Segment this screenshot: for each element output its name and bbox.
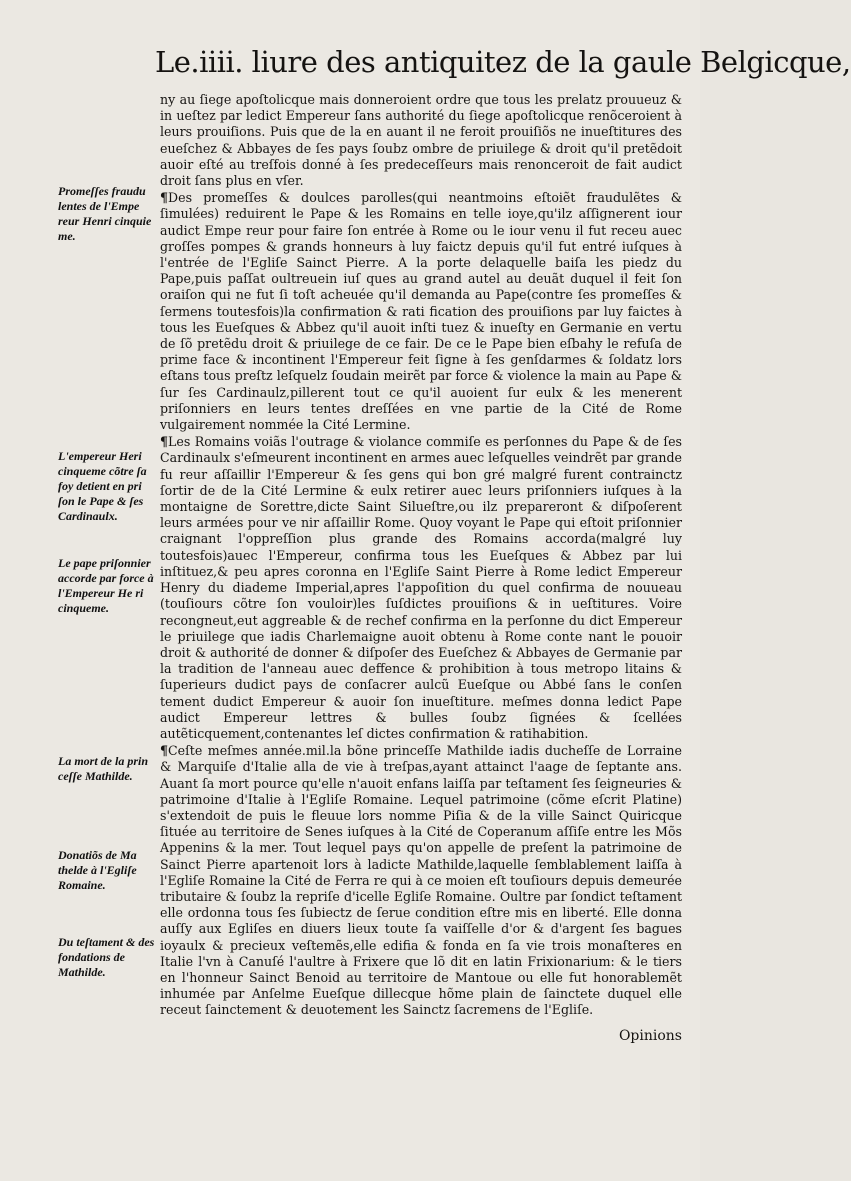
paragraph-text: Les Romains voiãs l'outrage & violance commiſe es perſonnes du Pape & de ſes Cardinaulx s'eſmeurent incontinent en armes auec leſquelles veindrẽt par grande fu reur aſſaillir l'Empereur & ſes gens qui bon gré malgré furent contrainctz ſortir de de la Cité Lermine & eulx retirer auec leurs priſonniers iuſques à la montaigne de Sorettre,dicte Saint Silueſtre,ou ilz prepareront & diſpoſerent leurs armées pour ve nir aſſaillir Rome. Quoy voyant le Pape qui eſtoit priſonnier craignant l'oppreſſion plus grande des Romains accorda(malgré luy toutesfois)auec l'Empereur, confirma tous les Eueſques & Abbez par lui inſtituez,& peu apres coronna en l'Egliſe Saint Pierre à Rome ledict Empereur Henry du diademe Imperial,apres l'appoſition du quel confirma de nouueau (touſiours cõtre ſon vouloir)les ſuſdictes prouiſions & in ueſtitures. Voire recongneut,eut aggreable & de rechef confirma en la perſonne du dict Empereur le priuilege que iadis Charlemaigne auoit obtenu à Rome conte nant le pouoir droit & authorité de donner & diſpoſer des Eueſchez & Abbayes de Germanie par la tradition de l'anneau auec deffence & prohibition à tous metropo litains & ſuperieurs dudict pays de conſacrer aulcũ Eueſque ou Abbé ſans le conſen tement dudict Empereur & auoir ſon inueſtiture. meſmes donna ledict Pape audict Empereur lettres & bulles ſoubz ſignées & ſcellées autẽticquement,contenantes leſ dictes confirmation & ratihabition. bbox=[160, 434, 682, 741]
paragraph-text: Des promeſſes & doulces parolles(qui neantmoins eſtoiẽt fraudulẽtes & ſimulées) reduirent le Pape & les Romains en telle ioye,qu'ilz aſſignerent iour audict Empe reur pour faire ſon entrée à Rome ou le iour venu il fut receu auec groſſes pompes & grands honneurs à luy faictz depuis qu'il fut entré iuſques à l'entrée de l'Egliſe Sainct Pierre. A la porte delaquelle baiſa les piedz du Pape,puis paſſat oultreuein iuſ ques au grand autel au deuãt duquel il feit ſon oraiſon qui ne fut ſi toſt acheuée qu'il demanda au Pape(contre ſes promeſſes & ſermens toutesfois)la confirmation & rati fication des prouiſions par luy faictes à tous les Eueſques & Abbez qu'il auoit inſti tuez & inueſty en Germanie en vertu de ſõ pretẽdu droit & priuilege de ce fair. De ce le Pape bien eſbahy le refuſa de prime face & incontinent l'Empereur feit ſigne à ſes genſdarmes & ſoldatz lors eſtans tous preſtz leſquelz ſoudain meirẽt par force & violence la main au Pape & ſur ſes Cardinaulz,pillerent tout ce qu'il auoient ſur eulx & les menerent priſonniers en leurs tentes dreſſées en vne partie de la Cité de Rome vulgairement nommée la Cité Lermine. bbox=[160, 190, 682, 433]
paragraph-text: ny au ſiege apoſtolicque mais donneroient ordre que tous les prelatz prouueuz & in ueſtez par ledict Empereur ſans authorité du ſiege apoſtolicque renõceroient à leurs prouiſions. Puis que de la en auant il ne feroit prouiſiõs ne inueſtitures des eueſchez & Abbayes de ſes pays ſoubz ombre de priuilege & droit qu'il pretẽdoit auoir eſté au treſfois donné à ſes predeceſſeurs mais renonceroit de fait audict droit ſans plus en vſer. bbox=[160, 92, 682, 189]
catchword: Opinions bbox=[618, 1028, 682, 1044]
pilcrow-icon: ¶ bbox=[160, 743, 169, 759]
margin-note: La mort de la prin ceſſe Mathilde. bbox=[58, 754, 149, 783]
running-header: Le.iiii. liure des antiquitez de la gaule Belgicque, bbox=[155, 45, 851, 79]
margin-note: Du teſtament & des fondations de Mathilde. bbox=[58, 935, 155, 979]
paragraph-text: Ceſte meſmes année.mil.la bõne princeſſe Mathilde iadis ducheſſe de Lorraine & Marquiſe d'Italie alla de vie à treſpas,ayant attainct l'aage de ſeptante ans. Auant ſa mort pource qu'elle n'auoit enfans laiſſa par teſtament ſes ſeigneuries & patrimoine d'Italie à l'Egliſe Romaine. Lequel patrimoine (cõme eſcrit Platine) s'extendoit de puis le fleuue lors nomme Piſia & de la ville Sainct Quiricque ſituée au territoire de Senes iuſques à la Cité de Coperanum aſſiſe entre les Mõs Appenins & la mer. Tout lequel pays qu'on appelle de preſent la patrimoine de Sainct Pierre apartenoit lors à ladicte Mathilde,laquelle ſemblablement laiſſa à l'Egliſe Romaine la Cité de Ferra re qui à ce moien eſt touſiours depuis demeurée tributaire & ſoubz la repriſe d'icelle Egliſe Romaine. Oultre par ſondict teſtament elle ordonna tous ſes ſubiectz de ſerue condition eſtre mis en liberté. Elle donna auſſy aux Egliſes en diuers lieux toute ſa vaiſſelle d'or & d'argent ſes bagues ioyaulx & precieux veſtemẽs,elle edifia & fonda en ſa vie trois monaſteres en Italie l'vn à Canuſé l'aultre à Frixere que lõ dit en latin Frixionarium: & le tiers en l'honneur Sainct Benoid au territoire de Mantoue ou elle fut honorablemẽt inhumée par Anſelme Eueſque dillecque hõme plain de ſainctete duquel elle receut ſainctement & deuotement les Sainctz ſacremens de l'Egliſe. bbox=[160, 743, 682, 1018]
paragraph bbox=[160, 434, 682, 742]
margin-note: Donatiõs de Ma thelde à l'Egliſe Romaine. bbox=[58, 848, 137, 892]
paragraph bbox=[160, 743, 682, 1018]
margin-note: L'empereur Heri cinqueme cõtre ſa foy detient en pri ſon le Pape & ſes Cardinaulx. bbox=[58, 449, 147, 523]
margin-note: Promeſſes fraudu lentes de l'Empe reur Henri cinquie me. bbox=[58, 184, 152, 243]
pilcrow-icon: ¶ bbox=[160, 434, 169, 450]
paragraph bbox=[160, 190, 682, 433]
main-text bbox=[160, 92, 682, 1020]
margin-note: Le pape priſonnier accorde par force à l'Empereur He ri cinqueme. bbox=[58, 556, 154, 615]
paragraph bbox=[160, 92, 682, 189]
pilcrow-icon: ¶ bbox=[160, 190, 169, 206]
